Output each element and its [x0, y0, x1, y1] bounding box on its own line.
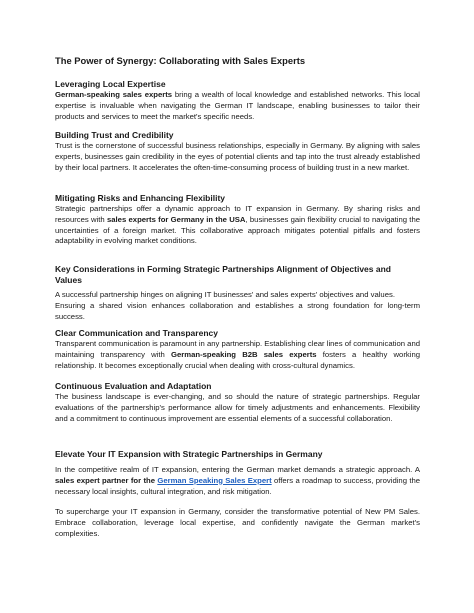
section-trust — [55, 130, 420, 173]
section-paragraph — [55, 465, 420, 497]
paragraph-text: offers a roadmap to success, providing the necessary local insights, cultural integration, and risk mitigation. — [55, 475, 421, 496]
bold-phrase: sales expert partner for the — [55, 475, 155, 485]
paragraph-text: bring a wealth of local knowledge and established networks. This local expertise is invaluable when navigating the German IT landscape, enabling businesses to tailor their products and services to meet the market's specific needs. — [55, 90, 420, 121]
section-heading: Leveraging Local Expertise — [55, 79, 166, 89]
paragraph-text: Strategic partnerships offer a dynamic approach to IT expansion in Germany. By sharing risks and resources with — [55, 204, 420, 224]
paragraph-text: fosters a healthy working relationship. It becomes exceptionally crucial when dealing with cross-cultural dynamics. — [55, 349, 420, 370]
german-speaking-sales-expert-link[interactable]: German Speaking Sales Expert — [157, 475, 272, 485]
section-paragraph — [55, 204, 420, 247]
bold-phrase: German-speaking B2B sales experts — [171, 349, 317, 359]
bold-phrase: German-speaking sales experts — [55, 90, 173, 99]
section-paragraph: Trust is the cornerstone of successful business relationships, especially in Germany. By aligning with sales experts, businesses gain credibility in the eyes of potential clients and tap into the trust already established by their local partners. It accelerates the often-time-consuming process of building trust in a new market. — [55, 141, 420, 172]
section-paragraph — [55, 339, 420, 371]
section-risks — [55, 193, 420, 247]
section-leveraging — [55, 79, 420, 122]
section-paragraph — [55, 90, 420, 122]
bold-phrase: sales experts for Germany in the USA — [107, 214, 246, 224]
section-communication — [55, 328, 420, 371]
paragraph-text: Transparent communication is paramount in any partnership. Establishing clear lines of communication and maintaining transparency with — [55, 339, 420, 359]
section-evaluation — [55, 381, 420, 424]
section-key-considerations — [55, 264, 420, 322]
paragraph-text: , businesses gain flexibility crucial to navigating the uncertainties of a foreign market. This collaborative approach mitigates potential pitfalls and fosters adaptability in evolving market conditions. — [55, 214, 420, 246]
section-elevate — [55, 449, 420, 540]
section-paragraph: The business landscape is ever-changing, and so should the nature of strategic partnerships. Regular evaluations of the partnership's performance allow for timely adjustments and enhancements. Flexibility and a commitment to continuous improvement are essential elements of a successful collaboration. — [55, 392, 420, 423]
section-heading: Key Considerations in Forming Strategic Partnerships Alignment of Objectives and Values — [55, 264, 391, 285]
paragraph-line: A successful partnership hinges on aligning IT businesses' and sales experts' objectives and values. — [55, 290, 395, 299]
section-heading: Continuous Evaluation and Adaptation — [55, 381, 212, 391]
paragraph-text: In the competitive realm of IT expansion, entering the German market demands a strategic approach. A — [55, 465, 420, 474]
section-heading: Clear Communication and Transparency — [55, 328, 218, 338]
paragraph-line: Ensuring a shared vision enhances collaboration and establishes a strong foundation for long-term success. — [55, 300, 420, 321]
section-heading: Mitigating Risks and Enhancing Flexibility — [55, 193, 226, 203]
document-title: The Power of Synergy: Collaborating with Sales Experts — [55, 55, 306, 66]
section-heading: Building Trust and Credibility — [55, 130, 174, 140]
section-paragraph: To supercharge your IT expansion in Germany, consider the transformative potential of New PM Sales. Embrace collaboration, leverage local expertise, and confidently navigate the German market's complexities. — [55, 507, 420, 538]
section-heading: Elevate Your IT Expansion with Strategic Partnerships in Germany — [55, 449, 323, 459]
